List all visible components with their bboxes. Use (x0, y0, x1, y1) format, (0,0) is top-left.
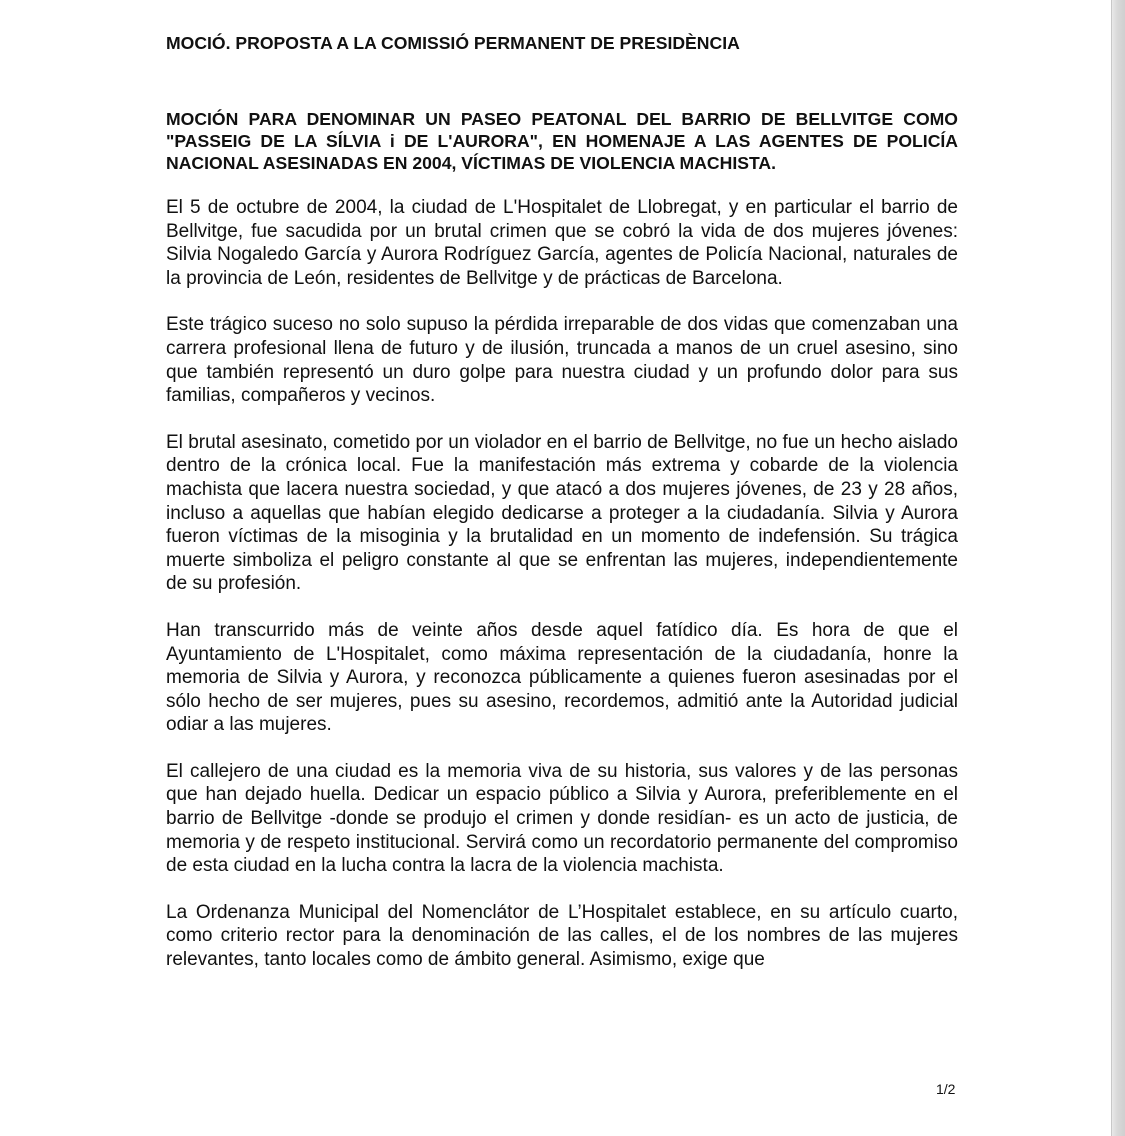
paragraph: La Ordenanza Municipal del Nomenclátor de L’Hospitalet establece, en su artículo cuarto, como criterio rector para la denominación de las calles, el de los nombres de las mujeres relevantes, tanto locales como de ámbito general. Asimismo, exige que (166, 901, 958, 971)
document-body (166, 31, 958, 972)
paragraph: El 5 de octubre de 2004, la ciudad de L'Hospitalet de Llobregat, y en particular el barrio de Bellvitge, fue sacudida por un brutal crimen que se cobró la vida de dos mujeres jóvenes: Silvia Nogaledo García y Aurora Rodríguez García, agentes de Policía Nacional, naturales de la provincia de León, residentes de Bellvitge y de prácticas de Barcelona. (166, 197, 958, 289)
paragraph: Han transcurrido más de veinte años desde aquel fatídico día. Es hora de que el Ayuntamiento de L'Hospitalet, como máxima representación de la ciudadanía, honre la memoria de Silvia y Aurora, y reconozca públicamente a quienes fueron asesinadas por el sólo hecho de ser mujeres, pues su asesino, recordemos, admitió ante la Autoridad judicial odiar a las mujeres. (166, 619, 958, 736)
paragraph: El brutal asesinato, cometido por un violador en el barrio de Bellvitge, no fue un hecho aislado dentro de la crónica local. Fue la manifestación más extrema y cobarde de la violencia machista que lacera nuestra sociedad, y que atacó a dos mujeres jóvenes, de 23 y 28 años, incluso a aquellas que habían elegido dedicarse a proteger a la ciudadanía. Silvia y Aurora fueron víctimas de la misoginia y la brutalidad en un momento de indefensión. Su trágica muerte simboliza el peligro constante al que se enfrentan las mujeres, independientemente de su profesión. (166, 431, 958, 595)
motion-title: MOCIÓN PARA DENOMINAR UN PASEO PEATONAL DEL BARRIO DE BELLVITGE COMO "PASSEIG DE LA SÍLVIA i DE L'AURORA", EN HOMENAJE A LAS AGENTES DE POLICÍA NACIONAL ASESINADAS EN 2004, VÍCTIMAS DE VIOLENCIA MACHISTA. (166, 109, 958, 173)
document-header: MOCIÓ. PROPOSTA A LA COMISSIÓ PERMANENT DE PRESIDÈNCIA (166, 33, 740, 53)
page-number: 1/2 (936, 1081, 956, 1097)
scroll-edge (1111, 0, 1125, 1136)
paragraph: El callejero de una ciudad es la memoria viva de su historia, sus valores y de las personas que han dejado huella. Dedicar un espacio público a Silvia y Aurora, preferiblemente en el barrio de Bellvitge -donde se produjo el crimen y donde residían- es un acto de justicia, de memoria y de respeto institucional. Servirá como un recordatorio permanente del compromiso de esta ciudad en la lucha contra la lacra de la violencia machista. (166, 760, 958, 877)
paragraph: Este trágico suceso no solo supuso la pérdida irreparable de dos vidas que comenzaban una carrera profesional llena de futuro y de ilusión, truncada a manos de un cruel asesino, sino que también representó un duro golpe para nuestra ciudad y un profundo dolor para sus familias, compañeros y vecinos. (166, 314, 958, 407)
